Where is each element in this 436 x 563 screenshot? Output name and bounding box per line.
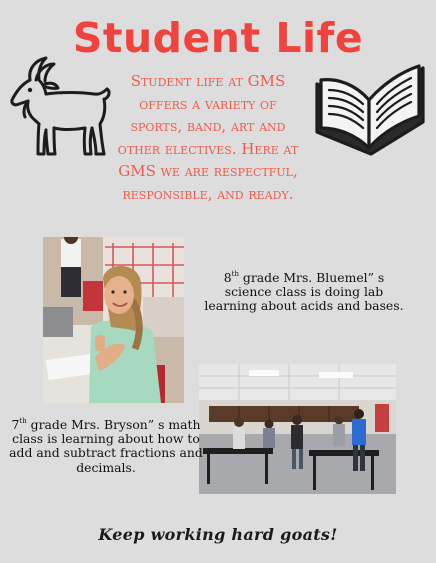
caption-text: grade Mrs. Bluemel” s science class is doing lab learning about acids and bases. [204, 270, 404, 314]
caption-text: grade Mrs. Bryson” s math class is learning about how to add and subtract fractions and decimals. [9, 417, 203, 475]
grade-number: 8 [223, 270, 232, 285]
page-title: Student Life [72, 14, 364, 62]
science-lab-photo [199, 364, 396, 494]
goat-icon [8, 54, 116, 160]
intro-text: Student life at GMS offers a variety of sports, band, art and other electives. Here at GMS we are respectful, responsible, and ready. [117, 72, 299, 203]
grade-number: 7 [11, 417, 20, 432]
math-class-caption [8, 418, 204, 475]
science-class-caption [200, 271, 408, 314]
student-classroom-photo [43, 237, 184, 403]
closing-message: Keep working hard goats! [98, 525, 338, 544]
grade-suffix: th [19, 416, 27, 425]
grade-suffix: th [231, 269, 239, 278]
open-book-icon [311, 62, 429, 158]
